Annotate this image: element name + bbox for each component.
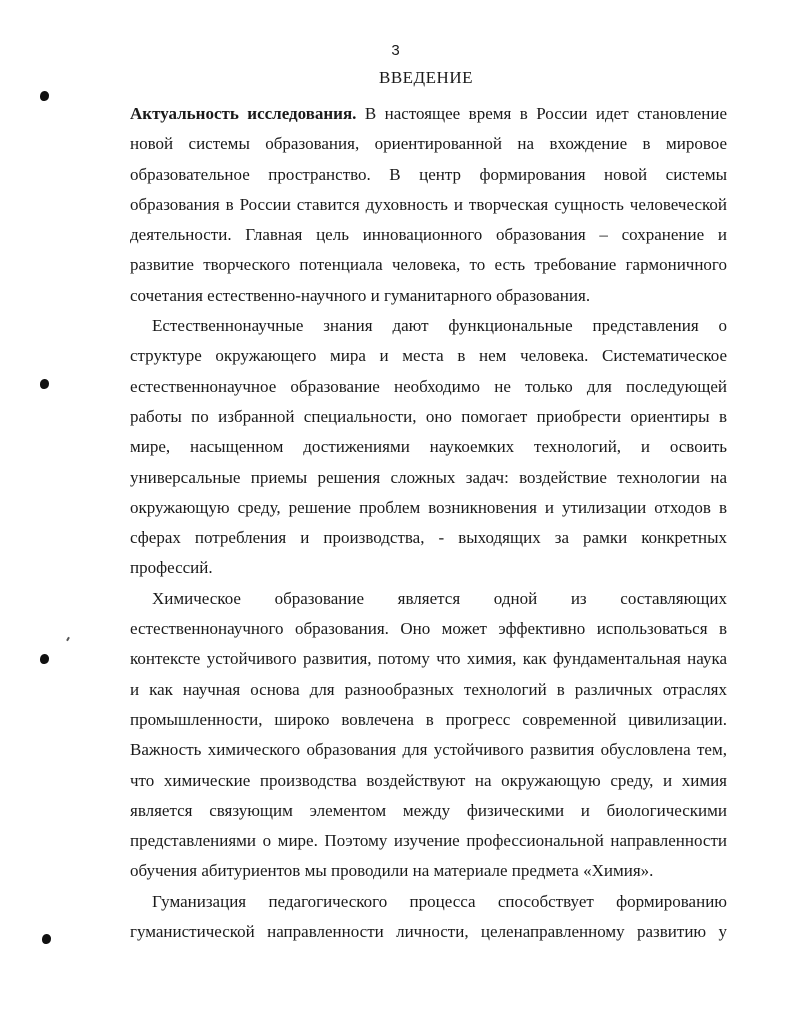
text-line: и как научная основа для разнообразных технологий в различных отраслях <box>130 679 727 699</box>
text-line: образовательное пространство. В центр формирования новой системы <box>130 164 727 184</box>
text-line: новой системы образования, ориентированной на вхождение в мировое <box>130 134 727 154</box>
text-line: Актуальность исследования. В настоящее время в России идет становление <box>130 104 727 123</box>
text-line: естественнонаучное образование необходимо не только для последующей <box>130 376 727 396</box>
page-number: 3 <box>391 42 400 59</box>
paragraph-natural-science <box>130 311 727 584</box>
paragraph-intro <box>130 99 727 311</box>
text-line: мире, насыщенном достижениями наукоемких технологий, и освоить <box>130 437 727 457</box>
text-line: Гуманизация педагогического процесса способствует формированию <box>152 891 727 911</box>
text-line: гуманистической направленности личности, целенаправленному развитию у <box>130 922 727 942</box>
text-line: структуре окружающего мира и места в нем человека. Систематическое <box>130 346 727 366</box>
text-line: сферах потребления и производства, - выходящих за рамки конкретных <box>130 528 727 548</box>
text-line: окружающую среду, решение проблем возникновения и утилизации отходов в <box>130 497 727 517</box>
scan-dot-4 <box>42 934 51 944</box>
text-line: промышленности, широко вовлечена в прогресс современной цивилизации. <box>130 709 727 729</box>
scan-dot-2 <box>40 379 49 389</box>
text-line: контексте устойчивого развития, потому что химия, как фундаментальная наука <box>130 649 727 669</box>
text-line: сочетания естественно-научного и гуманитарного образования. <box>130 285 591 305</box>
paragraph-humanization <box>130 887 727 948</box>
text-line: универсальные приемы решения сложных задач: воздействие технологии на <box>130 467 727 487</box>
text-line: работы по избранной специальности, оно помогает приобрести ориентиры в <box>130 406 727 426</box>
section-heading: ВВЕДЕНИЕ <box>379 68 473 87</box>
document-body <box>130 99 727 947</box>
text-line: естественнонаучного образования. Оно может эффективно использоваться в <box>130 619 727 639</box>
text-line: что химические производства воздействуют на окружающую среду, и химия <box>130 770 727 790</box>
text-line: профессий. <box>130 558 213 578</box>
text-line: Важность химического образования для устойчивого развития обусловлена тем, <box>130 740 727 760</box>
scan-speck <box>66 637 70 641</box>
text-line: является связующим элементом между физическими и биологическими <box>130 800 727 820</box>
text-line: Естественнонаучные знания дают функциональные представления о <box>152 316 727 336</box>
text-line: деятельности. Главная цель инновационного образования – сохранение и <box>130 225 727 245</box>
paragraph-chemistry <box>130 584 727 887</box>
scan-dot-1 <box>40 91 49 101</box>
lead-bold-text: Актуальность исследования. <box>130 104 357 123</box>
text-line: развитие творческого потенциала человека, то есть требование гармоничного <box>130 255 727 275</box>
text-line: обучения абитуриентов мы проводили на материале предмета «Химия». <box>130 861 654 881</box>
scan-dot-3 <box>40 654 49 664</box>
text-line: образования в России ставится духовность и творческая сущность человеческой <box>130 194 727 214</box>
text-line: представлениями о мире. Поэтому изучение профессиональной направленности <box>130 831 727 851</box>
text-line: Химическое образование является одной из составляющих <box>152 588 727 608</box>
